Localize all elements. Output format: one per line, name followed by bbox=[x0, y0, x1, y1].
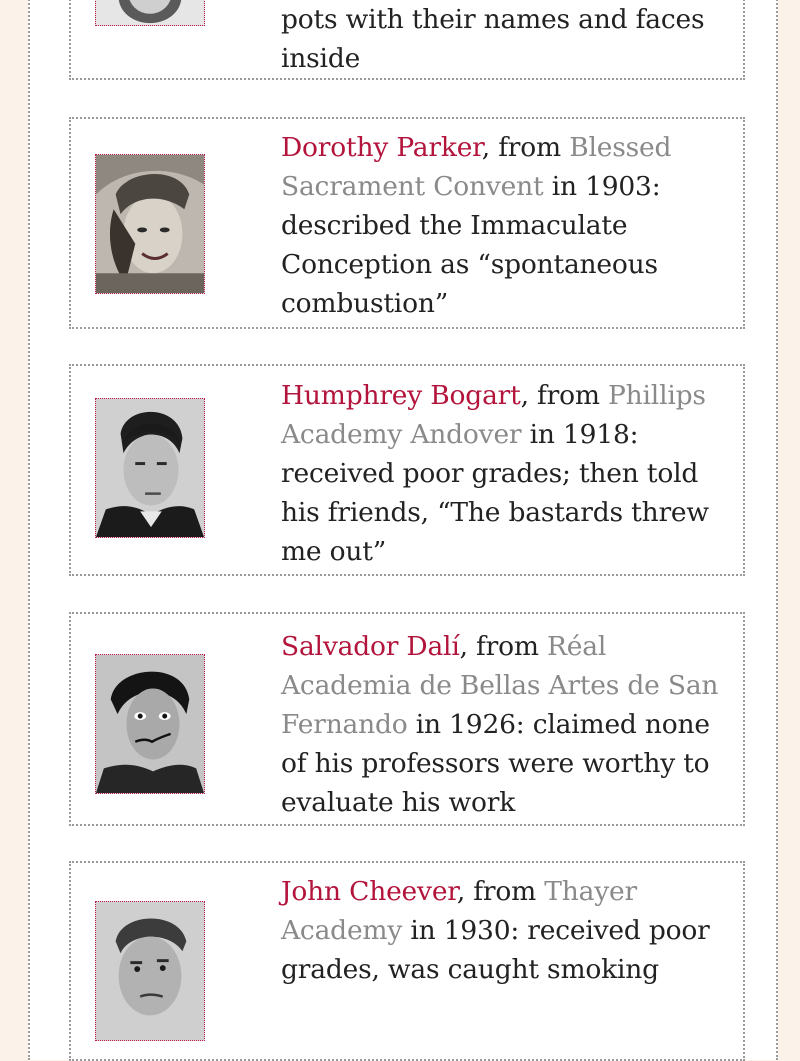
list-item bbox=[69, 364, 745, 576]
from-text: , from bbox=[459, 631, 548, 662]
entry-text bbox=[281, 376, 736, 571]
person-name: John Cheever bbox=[281, 876, 457, 907]
entry-rest: in 1918: received poor grades; then told his friends, “The bastards threw me out” bbox=[281, 419, 709, 567]
from-text: , from bbox=[481, 132, 570, 163]
entry-rest: in 1926: claimed none of his professors were worthy to evaluate his work bbox=[281, 709, 710, 818]
entry-rest: in 1930: received poor grades, was caught smoking bbox=[281, 915, 710, 985]
entry-text bbox=[281, 872, 736, 989]
list-item bbox=[69, 861, 745, 1061]
school-name: Réal Academia de Bellas Artes de San Fernando bbox=[281, 631, 719, 740]
portrait-photo bbox=[95, 0, 205, 26]
entry-text bbox=[281, 128, 736, 323]
person-name: Humphrey Bogart bbox=[281, 380, 521, 411]
person-name: Salvador Dalí bbox=[281, 631, 460, 662]
entry-rest: pots with their names and faces inside bbox=[281, 4, 705, 74]
salvador-dali-photo bbox=[95, 654, 205, 794]
school-name: Blessed Sacrament Convent bbox=[281, 132, 672, 202]
person-name: Dorothy Parker bbox=[281, 132, 482, 163]
list-item bbox=[69, 0, 745, 80]
school-name: Phillips Academy Andover bbox=[281, 380, 706, 450]
list-item bbox=[69, 612, 745, 826]
list-item bbox=[69, 117, 745, 329]
entry-text bbox=[281, 627, 736, 822]
entry-rest: in 1903: described the Immaculate Conception as “spontaneous combustion” bbox=[281, 171, 661, 319]
entry-text bbox=[281, 0, 736, 78]
from-text: , from bbox=[456, 876, 545, 907]
john-cheever-photo bbox=[95, 901, 205, 1041]
humphrey-bogart-photo bbox=[95, 398, 205, 538]
dorothy-parker-photo bbox=[95, 154, 205, 294]
school-name: Thayer Academy bbox=[281, 876, 637, 946]
from-text: , from bbox=[520, 380, 609, 411]
